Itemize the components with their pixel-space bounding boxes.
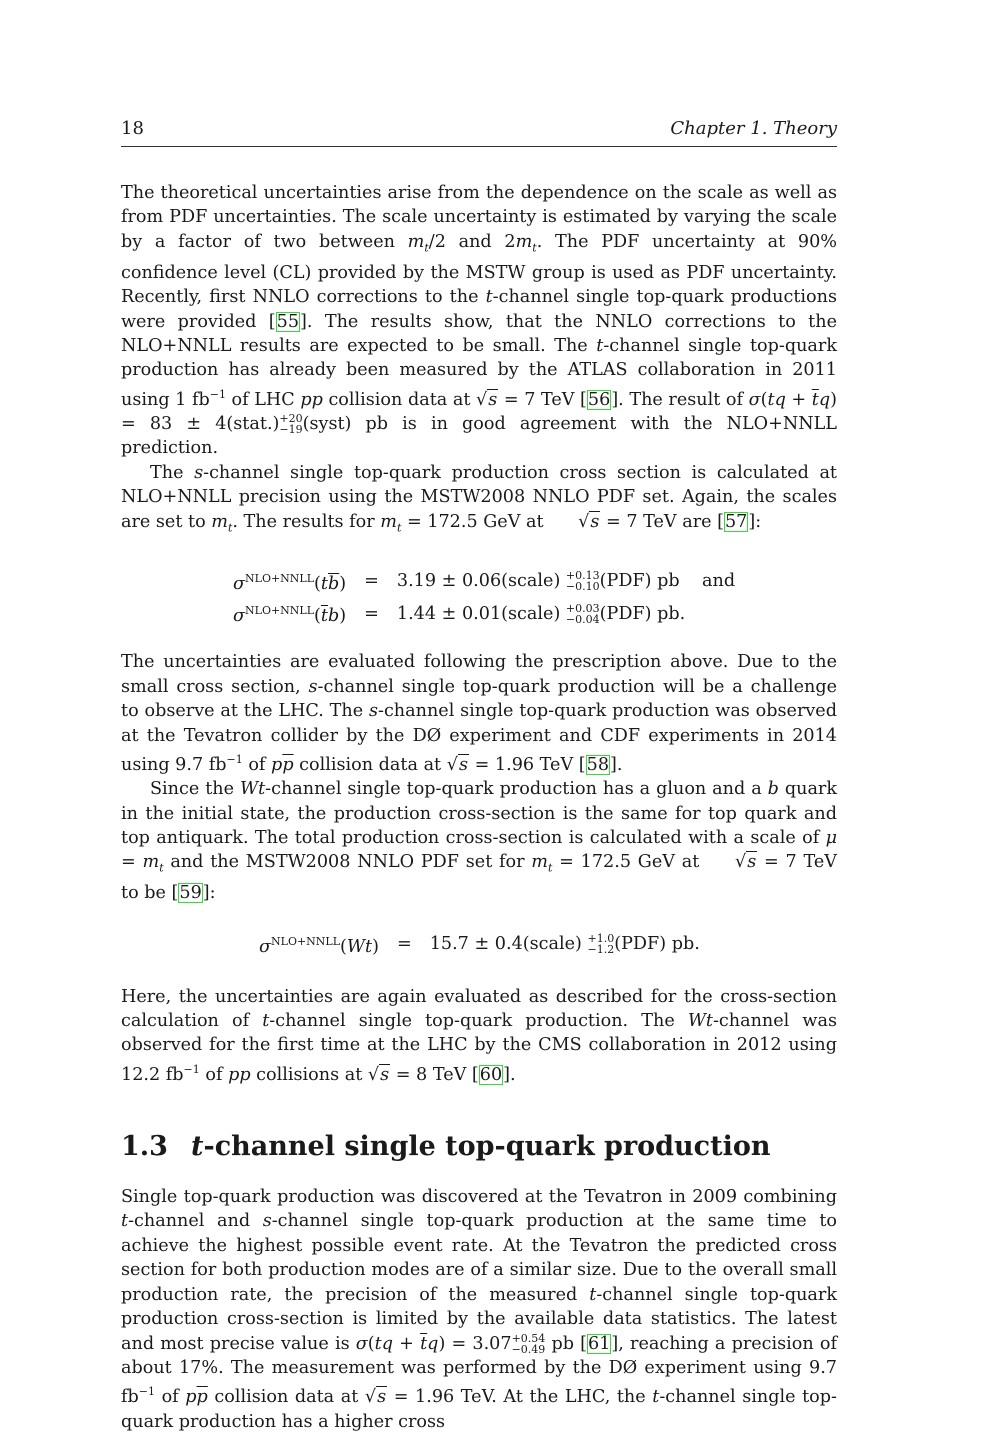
- equation-wt-channel: [121, 928, 837, 961]
- equation-s-channel: [121, 565, 837, 631]
- citation-60[interactable]: 60: [479, 1064, 503, 1085]
- paragraph-s-channel-uncertainties: The uncertainties are evaluated following the prescription above. Due to the small cross section, s-channel single top-quark production will be a challenge to observe at the LHC. The s-channel single top-quark production was observed at the Tevatron collider by the DØ experiment and CDF experiments in 2014 using 9.7 $fb^{-1}$ of $p\overline{p}$ collision data at √s = 1.96 TeV [58].: [121, 652, 838, 775]
- citation-61[interactable]: 61: [588, 1333, 611, 1354]
- running-title: Chapter 1. Theory: [670, 118, 837, 139]
- paragraph-s-channel: The s-channel single top-quark production cross section is calculated at NLO+NNLL precision using the MSTW2008 NNLO PDF set. Again, the scales are set to $m_t$. The results for $m_t = 172.5$ GeV at √s = 7 TeV are [57]:: [121, 462, 837, 535]
- section-number: 1.3: [121, 1131, 168, 1163]
- citation-59[interactable]: 59: [179, 883, 202, 904]
- citation-58[interactable]: 58: [586, 754, 610, 775]
- page: [121, 118, 837, 1434]
- page-header: [121, 118, 837, 147]
- paragraph-theory-uncertainties: The theoretical uncertainties arise from the dependence on the scale as well as from PDF uncertainties. The scale uncertainty is estimated by varying the scale by a factor of two between $m_t/2$ and $2m_t$. The PDF uncertainty at 90% confidence level (CL) provided by the MSTW group is used as PDF uncertainty. Recently, first NNLO corrections to the t-channel single top-quark productions were provided [55]. The results show, that the NNLO corrections to the NLO+NNLL results are expected to be small. The t-channel single top-quark production has already been measured by the ATLAS collaboration in 2011 using 1 $fb^{-1}$ of LHC pp collision data at √s = 7 TeV [56]. The result of $\sigma(tq + \overline{t}q) = 83$ ± 4(stat.) +20 −19 (syst) pb is in good agreement with the NLO+NNLL prediction.: [121, 183, 837, 459]
- section-heading: 1.3 t-channel single top-quark production: [121, 1131, 771, 1163]
- page-number: 18: [121, 118, 144, 139]
- equation-row-tbar-b: $\sigma^{NLO+NNLL}(\overline{t}b)$ = 1.44 ± 0.01(scale) +0.03 −0.04 (PDF) pb.: [233, 601, 686, 627]
- citation-57[interactable]: 57: [724, 511, 748, 532]
- equation-row-wt: $\sigma^{NLO+NNLL}(Wt)$ = 15.7 ± 0.4(scale) +1.0 −1.2 (PDF) pb.: [259, 932, 700, 957]
- citation-55[interactable]: 55: [276, 311, 300, 332]
- paragraph-wt-observed: Here, the uncertainties are again evaluated as described for the cross-section calculation of t-channel single top-quark production. The Wt-channel was observed for the first time at the LHC by the CMS collaboration in 2012 using 12.2 $fb^{-1}$ of pp collisions at √s = 8 TeV [60].: [121, 986, 837, 1085]
- paragraph-wt-channel: Since the Wt-channel single top-quark production has a gluon and a b quark in the initial state, the production cross-section is the same for top quark and top antiquark. The total production cross-section is calculated with a scale of $\mu = m_t$ and the MSTW2008 NNLO PDF set for $m_t = 172.5$ GeV at √s = 7 TeV to be [59]:: [121, 779, 838, 904]
- paragraph-t-channel: Single top-quark production was discovered at the Tevatron in 2009 combining t-channel and s-channel single top-quark production at the same time to achieve the highest possible event rate. At the Tevatron the predicted cross section for both production modes are of a similar size. Due to the overall small production rate, the precision of the measured t-channel single top-quark production cross-section is limited by the available data statistics. The latest and most precise value is $\sigma(tq + \overline{t}q) = 3.07$ +0.54 −0.49 pb [61], reaching a precision of about 17%. The measurement was performed by the DØ experiment using 9.7 $fb^{-1}$ of $p\overline{p}$ collision data at √s = 1.96 TeV. At the LHC, the t-channel single top-quark production has a higher cross: [121, 1187, 837, 1432]
- citation-56[interactable]: 56: [587, 389, 611, 410]
- equation-row-tb: $\sigma^{NLO+NNLL}(t\overline{b})$ = 3.19 ± 0.06(scale) +0.13 −0.10 (PDF) pb and: [233, 569, 736, 594]
